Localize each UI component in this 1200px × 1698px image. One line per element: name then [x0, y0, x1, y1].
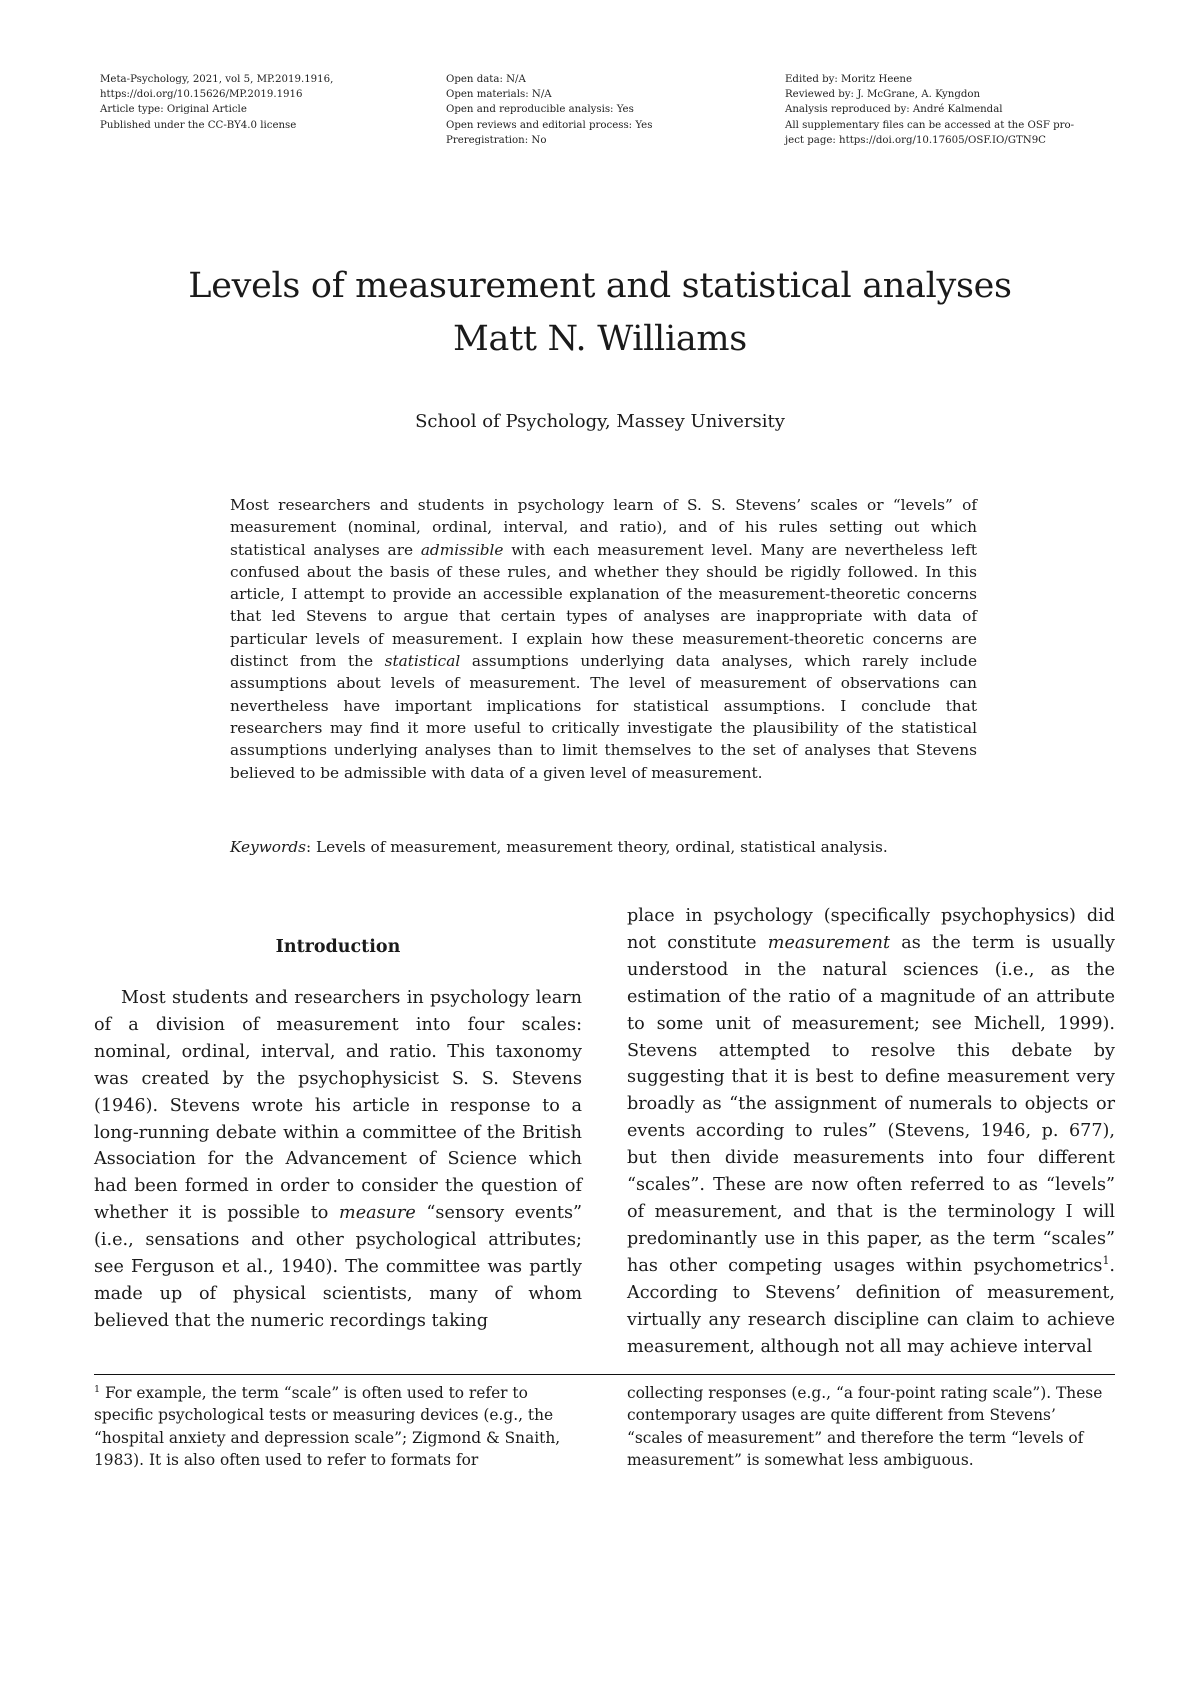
keywords-label: Keywords: [230, 838, 306, 856]
emphasis-measurement: measurement: [767, 932, 891, 953]
edited-by: Edited by: Moritz Heene: [785, 74, 912, 85]
footnote-marker: 1: [94, 1383, 101, 1395]
abstract-emphasis-statistical: statistical: [384, 652, 461, 671]
open-analysis: Open and reproducible analysis: Yes: [446, 104, 634, 116]
emphasis-measure: measure: [339, 1203, 416, 1224]
keywords: Keywords: Levels of measurement, measurement theory, ordinal, statistical analysis.: [230, 838, 888, 856]
paper-title: Levels of measurement and statistical analyses: [188, 266, 1012, 306]
open-data: Open data: N/A: [446, 74, 526, 85]
supplementary-note: All supplementary files can be accessed at the OSF pro-: [785, 119, 1075, 131]
author-name: Matt N. Williams: [453, 319, 747, 359]
footnote-left: $^1$ For example, the term “scale” is often used to refer to specific psychological tests or measuring devices (e.g., the “hospital anxiety and depression scale”; Zigmond & Snaith, 1983). It is also often used to refer to formats for: [94, 1383, 561, 1470]
body-column-left: Most students and researchers in psychology learn of a division of measurement into four scales: nominal, ordinal, interval, and ratio. This taxonomy was created by the psychophysicist S. S. Stevens (1946). Stevens wrote his article in response to a long-running debate within a committee of the British Association for the Advancement of Science which had been formed in order to consider the question of whether it is possible to measure “sensory events” (i.e., sensations and other psychological attributes; see Ferguson et al., 1940). The committee was partly made up of physical scientists, many of whom believed that the numeric recordings taking: [94, 988, 582, 1331]
license-info: Published under the CC-BY4.0 license: [100, 119, 297, 131]
preregistration: Preregistration: No: [446, 134, 547, 146]
section-heading-introduction: Introduction: [275, 937, 401, 957]
abstract-text: Most researchers and students in psychology learn of S. S. Stevens’ scales or “levels” of measurement (nominal, ordinal, interval, and ratio), and of his rules setting out which statistical analyses are admissible with each measurement level. Many are nevertheless left confused about the basis of these rules, and whether they should be rigidly followed. In this article, I attempt to provide an accessible explanation of the measurement-theoretic concerns that led Stevens to argue that certain types of analyses are inappropriate with data of particular levels of measurement. I explain how these measurement-theoretic concerns are distinct from the statistical assumptions underlying data analyses, which rarely include assumptions about levels of measurement. The level of measurement of observations can nevertheless have important implications for statistical assumptions. I conclude that researchers may find it more useful to critically investigate the plausibility of the statistical assumptions underlying analyses than to limit themselves to the set of analyses that Stevens believed to be admissible with data of a given level of measurement.: [230, 496, 978, 782]
footnote-right: collecting responses (e.g., “a four-point rating scale”). These contemporary usages are quite different from Stevens’ “scales of measurement” and therefore the term “levels of measurement” is somewhat less ambiguous.: [627, 1384, 1103, 1470]
open-materials: Open materials: N/A: [446, 89, 552, 101]
author-affiliation: School of Psychology, Massey University: [415, 411, 785, 432]
reviewed-by: Reviewed by: J. McGrane, A. Kyngdon: [785, 89, 981, 101]
analysis-reproduced-by: Analysis reproduced by: André Kalmendal: [785, 104, 1003, 116]
article-type: Article type: Original Article: [100, 104, 247, 116]
journal-citation: Meta-Psychology, 2021, vol 5, MP.2019.1916,: [100, 74, 334, 85]
abstract: [230, 494, 977, 784]
header-editorial-info: [785, 72, 1074, 148]
footnote-reference[interactable]: 1: [1102, 1253, 1110, 1267]
osf-project-link[interactable]: ject page: https://doi.org/10.17605/OSF.IO/GTN9C: [785, 134, 1046, 146]
open-reviews: Open reviews and editorial process: Yes: [446, 119, 653, 131]
doi-link[interactable]: https://doi.org/10.15626/MP.2019.1916: [100, 89, 303, 101]
header-publication-info: [100, 72, 333, 133]
body-column-right: place in psychology (specifically psychophysics) did not constitute measurement as the term is usually understood in the natural sciences (i.e., as the estimation of the ratio of a magnitude of an attribute to some unit of measurement; see Michell, 1999). Stevens attempted to resolve this debate by suggesting that it is best to define measurement very broadly as “the assignment of numerals to objects or events according to rules” (Stevens, 1946, p. 677), but then divide measurements into four different “scales”. These are now often referred to as “levels” of measurement, and that is the terminology I will predominantly use in this paper, as the term “scales” has other competing usages within psychometrics$^1$. According to Stevens’ definition of measurement, virtually any research discipline can claim to achieve measurement, although not all may achieve interval: [627, 906, 1115, 1357]
keywords-list: Levels of measurement, measurement theory, ordinal, statistical analysis.: [316, 838, 888, 856]
footnote-divider: [94, 1374, 1115, 1375]
header-open-science-info: [446, 72, 652, 148]
abstract-emphasis-admissible: admissible: [420, 540, 504, 559]
